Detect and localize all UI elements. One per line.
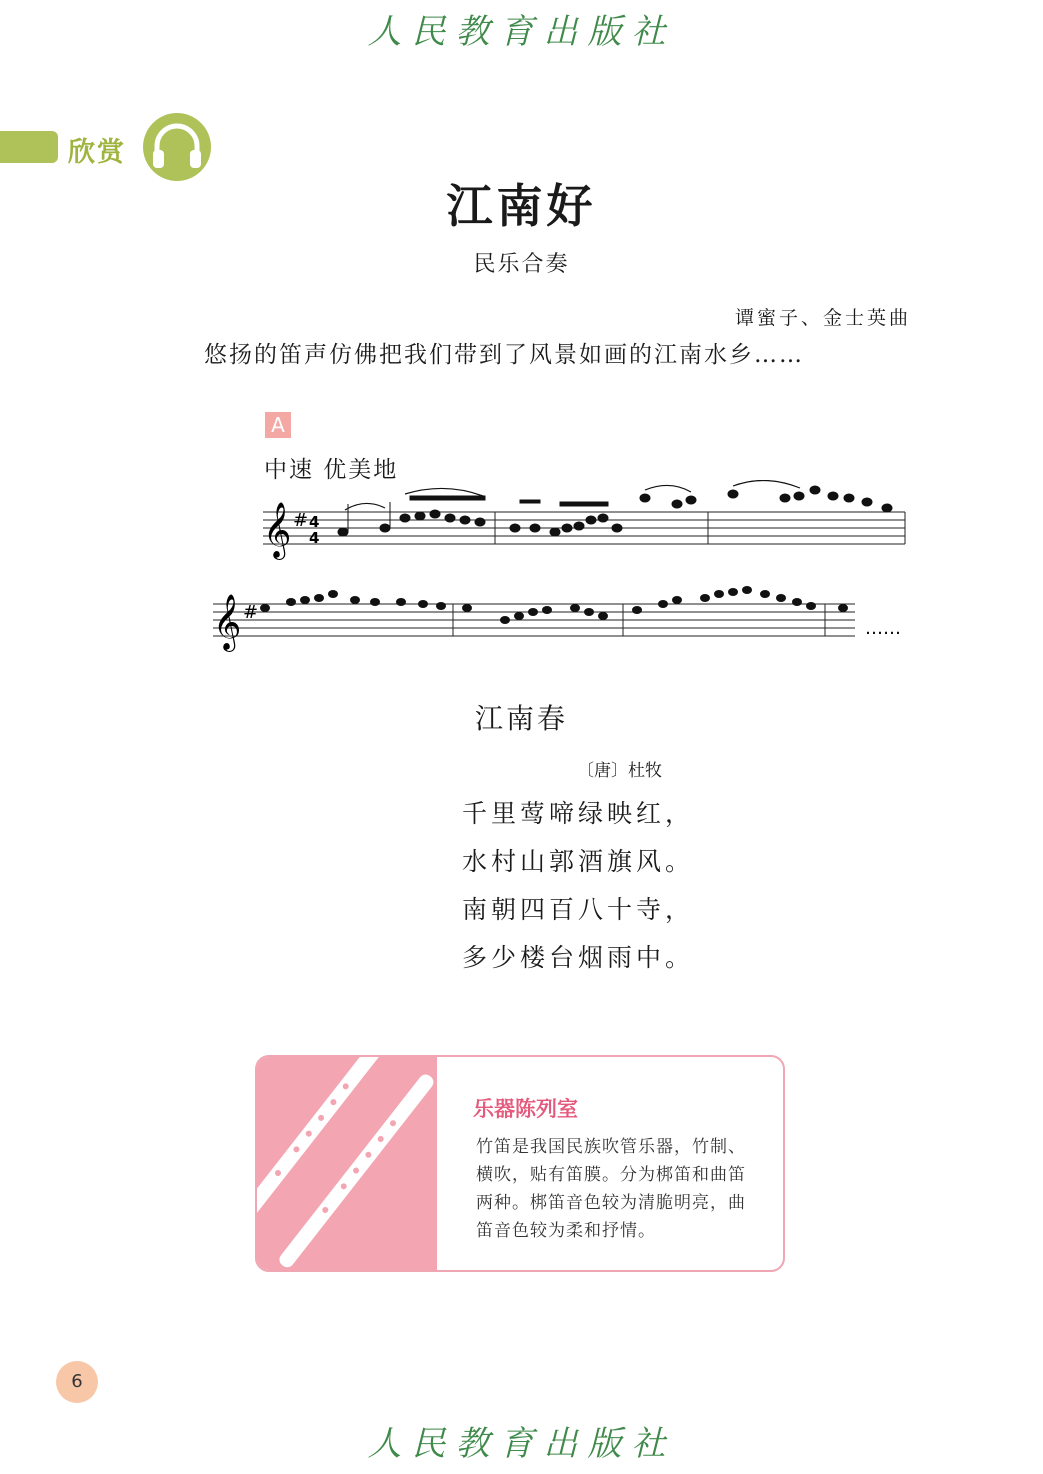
music-score	[205, 480, 915, 670]
bamboo-flute-icon	[257, 1057, 439, 1270]
poem-line-2: 水村山郭酒旗风。	[462, 847, 695, 876]
tempo-marking: 中速 优美地	[264, 457, 399, 483]
key-signature-1: #	[293, 510, 309, 531]
staff-line-1	[263, 512, 905, 544]
publisher-logo-bottom: 人民教育出版社	[367, 1424, 676, 1464]
treble-clef-icon: 𝄞	[263, 502, 292, 558]
treble-clef-icon-2: 𝄞	[213, 594, 242, 650]
section-label: 欣赏	[68, 137, 126, 168]
piece-subtitle: 民乐合奏	[473, 252, 570, 277]
intro-text: 悠扬的笛声仿佛把我们带到了风景如画的江南水乡……	[204, 342, 804, 368]
publisher-logo-top: 人民教育出版社	[367, 12, 676, 52]
poem-line-1: 千里莺啼绿映红，	[462, 799, 695, 828]
poem-line-4: 多少楼台烟雨中。	[462, 943, 695, 972]
composer-credit: 谭蜜子、金士英曲	[734, 307, 911, 329]
notes-line-2	[260, 586, 848, 624]
time-signature-bottom: 4	[309, 529, 320, 547]
continuation-dots: ……	[865, 618, 901, 639]
page-number: 6	[56, 1361, 98, 1403]
key-signature-2: #	[243, 602, 259, 623]
section-bar	[0, 131, 58, 163]
piece-title: 江南好	[446, 179, 597, 233]
section-mark: A	[265, 412, 291, 438]
card-title: 乐器陈列室	[473, 1097, 578, 1121]
poem-author: 〔唐〕杜牧	[577, 761, 662, 781]
poem-title: 江南春	[474, 702, 568, 735]
card-text: 竹笛是我国民族吹管乐器，竹制、横吹，贴有笛膜。分为梆笛和曲笛两种。梆笛音色较为清脆明亮，曲笛音色较为柔和抒情。	[476, 1137, 746, 1241]
time-signature-top: 4	[309, 513, 320, 531]
instrument-card	[255, 1055, 785, 1272]
poem-line-3: 南朝四百八十寺，	[462, 895, 695, 924]
